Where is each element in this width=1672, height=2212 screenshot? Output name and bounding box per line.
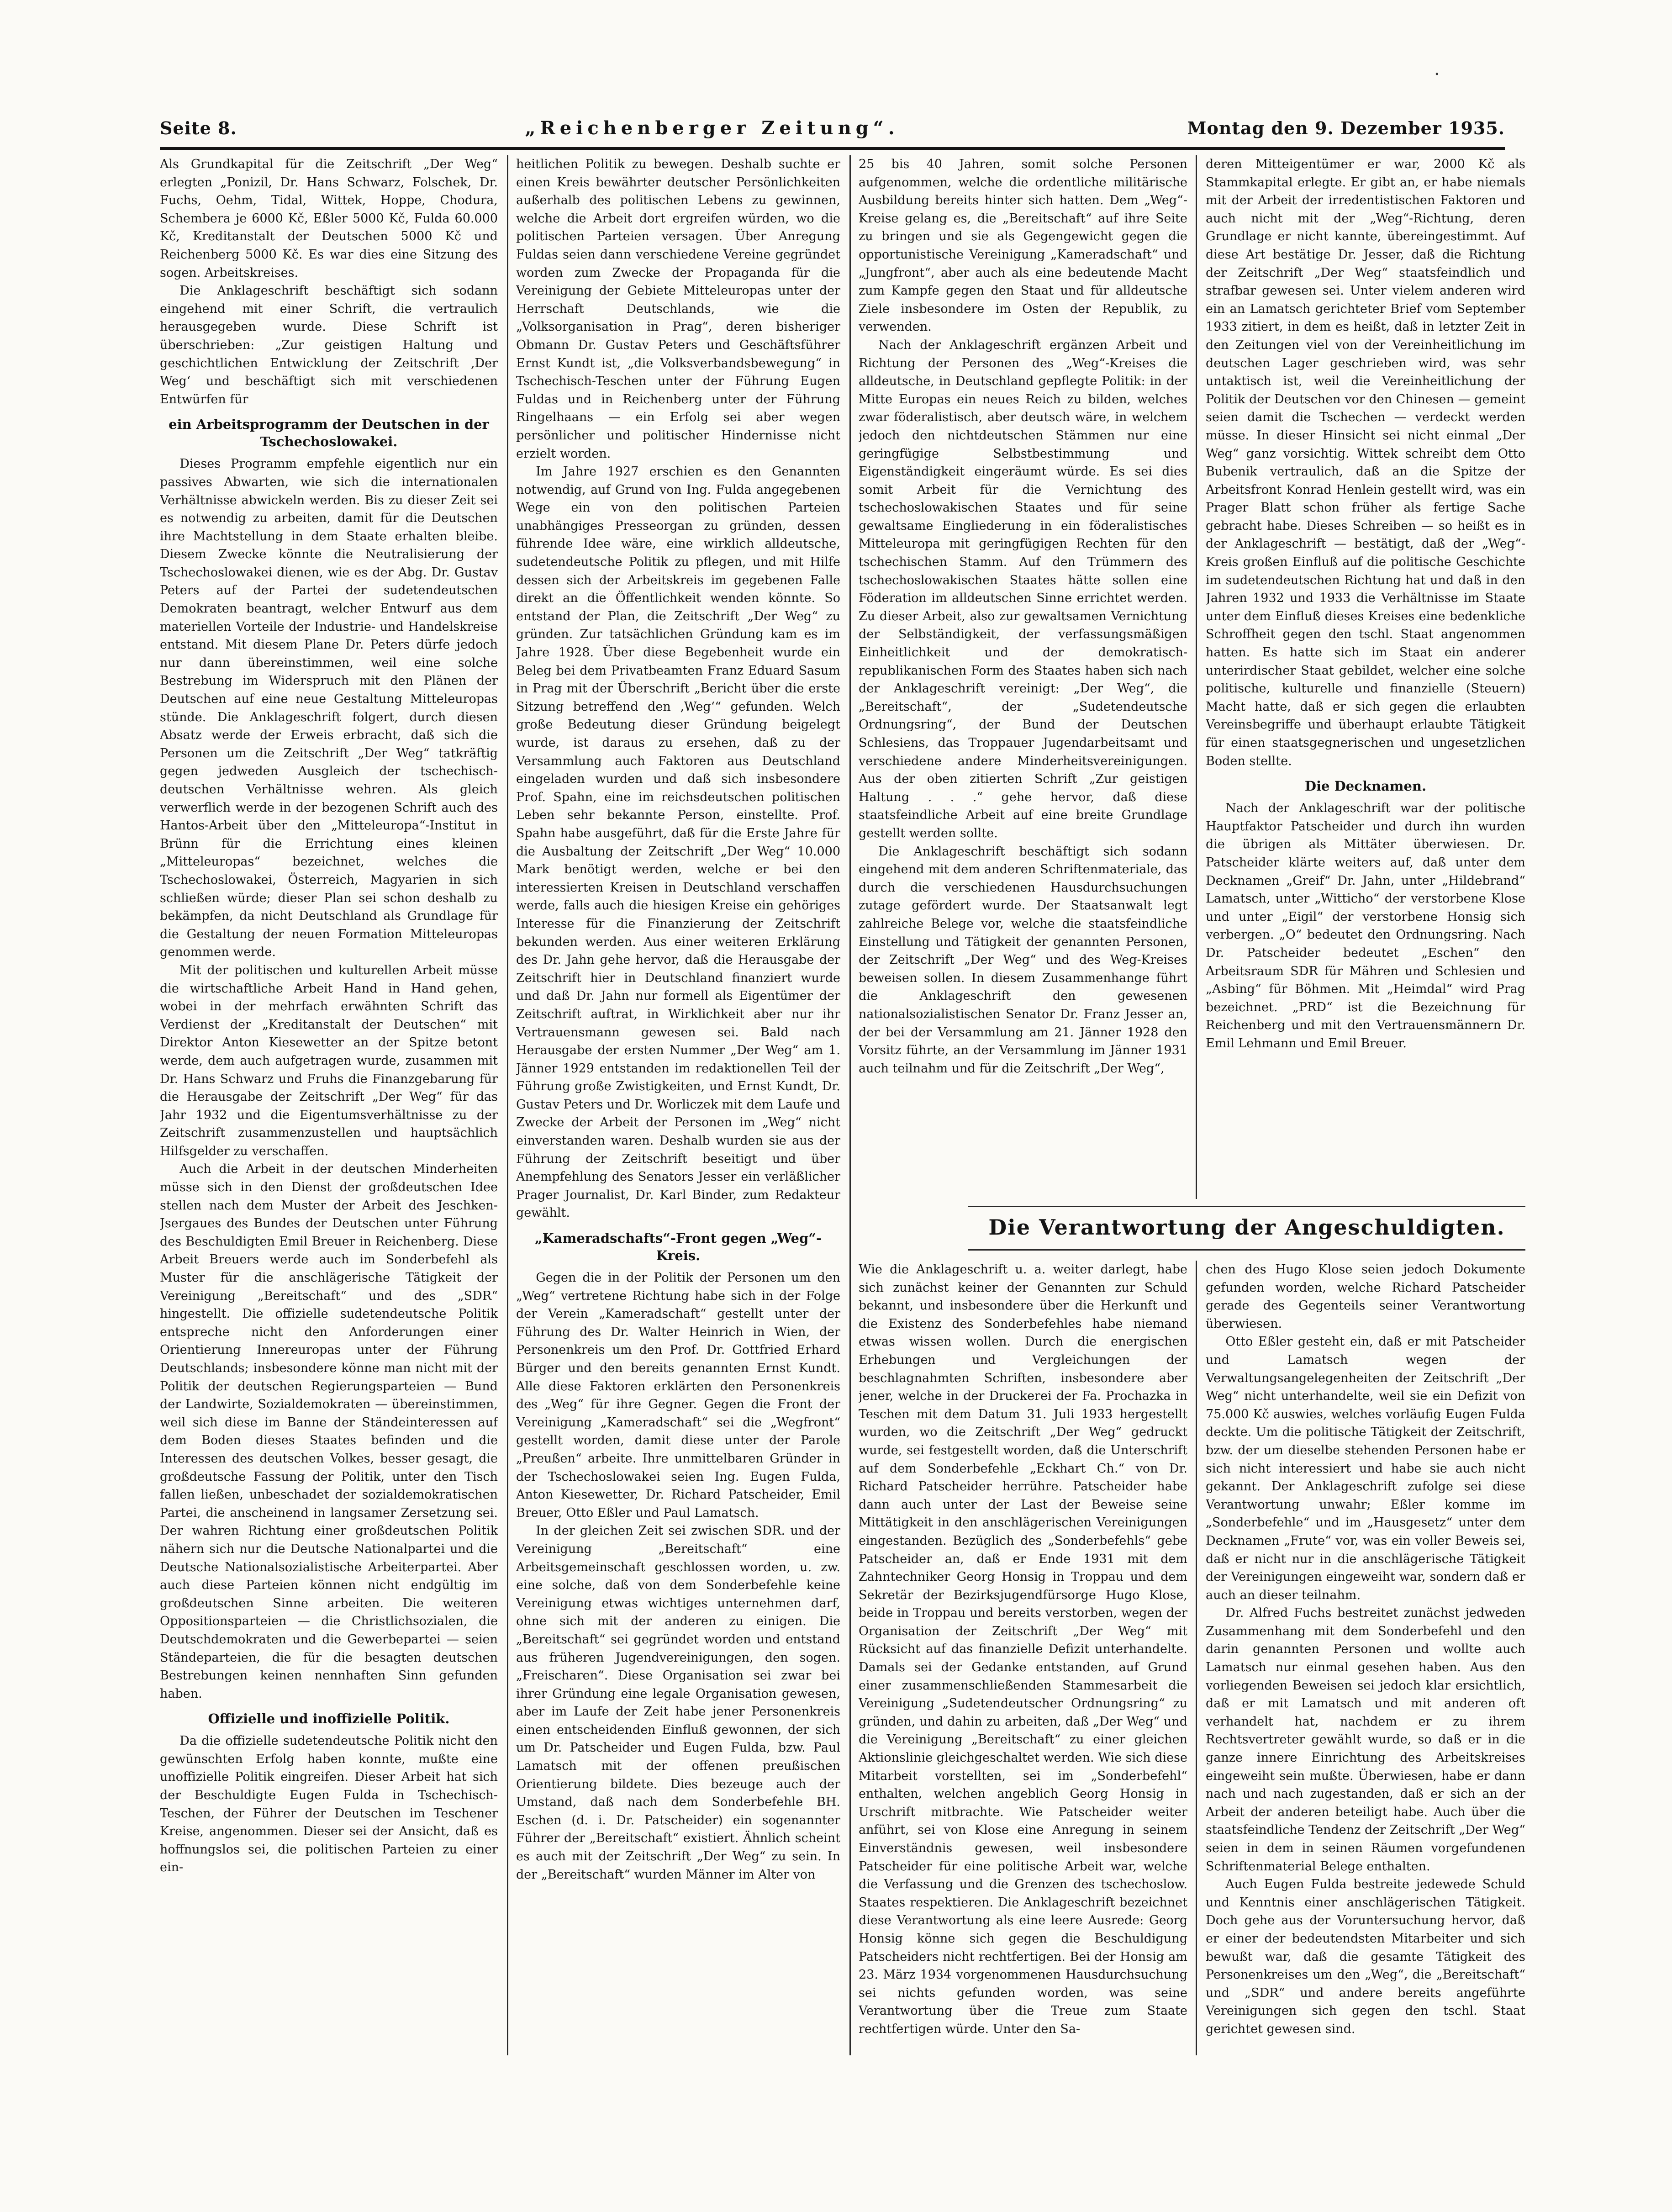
section-heading: Offizielle und inoffizielle Politik.	[208, 1711, 450, 1727]
column-2	[516, 155, 840, 2051]
article-paragraph: chen des Hugo Klose seien jedoch Dokumente gefunden worden, welche Richard Patscheider gerade des Gegenteils seiner Verantwortung überwiesen.	[1206, 1262, 1525, 1331]
page-number: Seite 8.	[160, 117, 237, 138]
column-3	[859, 155, 1187, 1197]
issue-date: Montag den 9. Dezember 1935.	[1187, 117, 1505, 138]
column-6	[1206, 1261, 1525, 2055]
article-paragraph: Die Anklageschrift beschäftigt sich sodann eingehend mit dem anderen Schriftenmateriale, das durch die verschiedenen Hausdurchsuchungen zutage gefördert wurde. Der Staatsanwalt legt zahlreiche Belege vor, welche die staatsfeindliche Einstellung und Tätigkeit der genannten Personen, der Zeitschrift „Der Weg“ und des Weg-Kreises beweisen sollen. In diesem Zusammenhange führt die Anklageschrift den gewesenen nationalsozialistischen Senator Dr. Franz Jesser an, der bei der Versammlung am 21. Jänner 1928 den Vorsitz führte, an der Versammlung im Jänner 1931 auch teilnahm und für die Zeitschrift „Der Weg“,	[859, 844, 1187, 1076]
article-paragraph: Da die offizielle sudetendeutsche Politik nicht den gewünschten Erfolg haben konnte, mußte eine unoffizielle Politik eingreifen. Dieser Arbeit hat sich der Beschuldigte Eugen Fulda in Tschechisch-Teschen, der Führer der Deutschen im Teschener Kreise, angenommen. Dieser sei der Ansicht, daß es hoffnungslos sei, die politischen Parteien zu einer ein-	[160, 1734, 498, 1875]
page-header	[160, 112, 1505, 144]
banner-rule-top	[968, 1206, 1525, 1207]
article-paragraph: Otto Eßler gesteht ein, daß er mit Patscheider und Lamatsch wegen der Verwaltungsangelegenheiten der Zeitschrift „Der Weg“ nicht unterhandelte, weil sie ein Defizit von 75.000 Kč auswies, welches vorläufig Eugen Fulda deckte. Um die politische Tätigkeit der Zeitschrift, bzw. der um dieselbe stehenden Personen habe er sich nicht interessiert und habe sie auch nicht gekannt. Der Anklageschrift zufolge sei diese Verantwortung unwahr; Eßler komme im „Sonderbefehle“ und im „Hausgesetz“ unter dem Decknamen „Frute“ vor, was ein voller Beweis sei, daß er nicht nur in die anschlägerische Tätigkeit der Vereinigungen eingeweiht war, sondern daß er auch an dieser teilnahm.	[1206, 1335, 1525, 1602]
column-4	[1206, 155, 1525, 1197]
article-paragraph: In der gleichen Zeit sei zwischen SDR. und der Vereinigung „Bereitschaft“ eine Arbeitsgemeinschaft geschlossen worden, u. zw. eine solche, daß von dem Sonderbefehle keine Vereinigung etwas wichtiges unternehmen darf, ohne sich mit der anderen zu einigen. Die „Bereitschaft“ sei gegründet worden und entstand aus früheren Jugendvereinigungen, den sogen. „Freischaren“. Diese Organisation sei zwar bei ihrer Gründung eine legale Organisation gewesen, aber im Laufe der Zeit habe jener Personenkreis einen entscheidenden Einfluß gewonnen, der sich um Dr. Patscheider und Eugen Fulda, bzw. Paul Lamatsch mit der offenen preußischen Orientierung bildete. Dies bezeuge auch der Umstand, daß nach dem Sonderbefehle BH. Eschen (d. i. Dr. Patscheider) ein sogenannter Führer der „Bereitschaft“ existiert. Ähnlich scheint es auch mit der Zeitschrift „Der Weg“ zu sein. In der „Bereitschaft“ wurden Männer im Alter von	[516, 1524, 840, 1882]
article-paragraph: Auch Eugen Fulda bestreite jedewede Schuld und Kenntnis einer anschlägerischen Tätigkeit. Doch gehe aus der Voruntersuchung hervor, daß er einer der bedeutendsten Mitarbeiter und sich bewußt war, daß die gesamte Tätigkeit des Personenkreises um den „Weg“, die „Bereitschaft“ und „SDR“ und andere bereits angeführte Vereinigungen sich gegen den tschl. Staat gerichtet gewesen sind.	[1206, 1877, 1525, 2036]
article-paragraph: Dr. Alfred Fuchs bestreitet zunächst jedweden Zusammenhang mit dem Sonderbefehl und den darin genannten Personen und wollte auch Lamatsch nur einmal gesehen haben. Aus den vorliegenden Beweisen sei jedoch klar ersichtlich, daß er mit Lamatsch und mit anderen oft verhandelt hat, nachdem er zu ihrem Rechtsvertreter gewählt wurde, so daß er in die ganze innere Einrichtung des Arbeitskreises eingeweiht sein mußte. Überwiesen, habe er dann nach und nach zugestanden, daß er sich an der Arbeit der anderen beteiligt habe. Auch über die staatsfeindliche Tendenz der Zeitschrift „Der Weg“ seien in dem in seinen Räumen vorgefundenen Schriftenmaterial Belege enthalten.	[1206, 1606, 1525, 1874]
column-rule	[1196, 155, 1197, 1199]
article-paragraph: Mit der politischen und kulturellen Arbeit müsse die wirtschaftliche Arbeit Hand in Hand gehen, wobei in der mehrfach erwähnten Schrift das Verdienst der „Kreditanstalt der Deutschen“ mit Direktor Anton Kiesewetter an der Spitze betont werde, dem auch aufgetragen wurde, zusammen mit Dr. Hans Schwarz und Fruhs die Finanzgebarung für die Herausgabe der Zeitschrift „Der Weg“ für das Jahr 1932 und die Eigentumsverhältnisse zu der Zeitschrift zusammenzustellen und hauptsächlich Hilfsgelder zu verschaffen.	[160, 963, 498, 1158]
header-rule	[160, 147, 1505, 150]
article-paragraph: Die Anklageschrift beschäftigt sich sodann eingehend mit einer Schrift, die vertraulich herausgegeben wurde. Diese Schrift ist überschrieben: „Zur geistigen Haltung und geschichtlichen Entwicklung der Zeitschrift ‚Der Weg‘ und beschäftigt sich mit verschiedenen Entwürfen für	[160, 284, 498, 407]
section-heading: ein Arbeitsprogramm der Deutschen in der Tschechoslowakei.	[169, 417, 489, 450]
article-paragraph: Im Jahre 1927 erschien es den Genannten notwendig, auf Grund von Ing. Fulda angegebenen Wege ein von den politischen Parteien unabhängiges Presseorgan zu gründen, dessen führende Idee wäre, eine wirklich alldeutsche, sudetendeutsche Politik zu pflegen, und mit Hilfe dessen sich der Arbeitskreis im gegebenen Falle direkt an die Öffentlichkeit wenden könnte. So entstand der Plan, die Zeitschrift „Der Weg“ zu gründen. Zur tatsächlichen Gründung kam es im Jahre 1928. Über diese Begebenheit wurde ein Beleg bei dem Privatbeamten Franz Eduard Sasum in Prag mit der Überschrift „Bericht über die erste Sitzung betreffend den ‚Weg‘“ gefunden. Welch große Bedeutung dieser Gründung beigelegt wurde, ist daraus zu ersehen, daß zu der Versammlung auch Faktoren aus Deutschland eingeladen wurden und daß sich insbesondere Prof. Spahn, eine im reichsdeutschen politischen Leben sehr bekannte Person, einstellte. Prof. Spahn habe ausgeführt, daß für die Erste Jahre für die Ausbaltung der Zeitschrift „Der Weg“ 10.000 Mark benötigt werden, welche er bei den interessierten Kreisen in Deutschland verschaffen werde, falls auch die hiesigen Kreise ein gehöriges Interesse für die Finanzierung der Zeitschrift bekunden werden. Aus einer weiteren Erklärung des Dr. Jahn gehe hervor, daß die Herausgabe der Zeitschrift hier in Deutschland finanziert wurde und daß Dr. Jahn nur formell als Eigentümer der Zeitschrift auftrat, in Wirklichkeit aber nur ihr Vertrauensmann gewesen sei. Bald nach Herausgabe der ersten Nummer „Der Weg“ am 1. Jänner 1929 entstanden im redaktionellen Teil der Führung große Zwistigkeiten, und Ernst Kundt, Dr. Gustav Peters und Dr. Worliczek mit dem Laufe und Zwecke der Arbeit der Personen im „Weg“ nicht einverstanden waren. Deshalb wurden sie aus der Führung der Zeitschrift beseitigt und über Anempfehlung des Senators Jesser ein verläßlicher Prager Journalist, Dr. Karl Binder, zum Redakteur gewählt.	[516, 465, 840, 1220]
column-1	[160, 155, 498, 2051]
article-paragraph: Wie die Anklageschrift u. a. weiter darlegt, habe sich zunächst keiner der Genannten zur Schuld bekannt, und insbesondere über die Herkunft und die Existenz des Sonderbefehles habe niemand etwas wissen wollen. Durch die energischen Erhebungen und Vergleichungen der beschlagnahmten Schriften, insbesondere aber jener, welche in der Druckerei der Fa. Prochazka in Teschen mit dem Datum 31. Juli 1933 hergestellt wurden, wo die Zeitschrift „Der Weg“ gedruckt wurde, sei festgestellt worden, daß die Unterschrift auf dem Sonderbefehle „Eckhart Ch.“ von Dr. Richard Patscheider herrühre. Patscheider habe dann auch unter der Last der Beweise seine Mittätigkeit in den anschlägerischen Vereinigungen eingestanden. Bezüglich des „Sonderbefehls“ gebe Patscheider an, daß er Ende 1931 mit dem Zahntechniker Georg Honsig in Troppau und dem Sekretär der Bezirksjugendfürsorge Hugo Klose, beide in Troppau und bereits verstorben, wegen der Organisation der Zeitschrift „Der Weg“ mit Rücksicht auf das finanzielle Defizit unterhandelte. Damals sei der Gedanke entstanden, auf Grund einer zusammenschließenden Stammesarbeit die Vereinigung „Sudetendeutscher Ordnungsring“ zu gründen, und dahin zu arbeiten, daß „Der Weg“ und die Vereinigung „Bereitschaft“ zu einer gleichen Aktionslinie gleichgeschaltet werden. Wie sich diese Mitarbeit vorstellten, sei im „Sonderbefehl“ enthalten, welchen angeblich Georg Honsig in Urschrift mitbrachte. Wie Patscheider weiter anführt, sei von Klose eine Anregung in seinem Einverständnis gewesen, weil insbesondere Patscheider für eine politische Arbeit war, welche die Verfassung und die Grenzen des tschechoslow. Staates respektieren. Die Anklageschrift bezeichnet diese Verantwortung als eine leere Ausrede: Georg Honsig könne sich gegen die Beschuldigung Patscheiders nicht rechtfertigen. Bei der Honsig am 23. März 1934 vorgenommenen Hausdurchsuchung sei nichts gefunden worden, was seine Verantwortung über die Treue zum Staate rechtfertigen würde. Unter den Sa-	[859, 1262, 1187, 2036]
section-heading: „Kameradschafts“-Front gegen „Weg“-Kreis.	[535, 1230, 822, 1264]
article-paragraph: Gegen die in der Politik der Personen um den „Weg“ vertretene Richtung habe sich in der Folge der Verein „Kameradschaft“ gestellt unter der Führung des Dr. Walter Heinrich in Wien, der Personenkreis um den Prof. Dr. Gottfried Erhard Bürger und den bereits genannten Ernst Kundt. Alle diese Faktoren erklärten den Personenkreis des „Weg“ für ihre Gegner. Gegen die Front der Vereinigung „Kameradschaft“ sei die „Wegfront“ gestellt worden, damit diese unter der Parole „Preußen“ arbeite. Ihre unmittelbaren Gründer in der Tschechoslowakei seien Ing. Eugen Fulda, Anton Kiesewetter, Dr. Richard Patscheider, Emil Breuer, Otto Eßler und Paul Lamatsch.	[516, 1271, 840, 1520]
column-5	[859, 1261, 1187, 2055]
margin-dot: ·	[1434, 64, 1440, 85]
column-rule	[849, 155, 851, 2055]
article-paragraph: 25 bis 40 Jahren, somit solche Personen aufgenommen, welche die ordentliche militärische Ausbildung bereits hinter sich hatten. Dem „Weg“-Kreise gelang es, die „Bereitschaft“ auf ihre Seite zu bringen und sie als Gegengewicht gegen die opportunistische Vereinigung „Kameradschaft“ und „Jungfront“, aber auch als eine bedeutende Macht zum Kampfe gegen den Staat und für alldeutsche Ziele insbesondere im Osten der Republik, zu verwenden.	[859, 157, 1187, 334]
newspaper-title: „Reichenberger Zeitung“.	[525, 117, 899, 139]
banner-rule-bottom	[968, 1249, 1525, 1251]
section-banner: Die Verantwortung der Angeschuldigten.	[988, 1215, 1505, 1240]
article-paragraph: Nach der Anklageschrift war der politische Hauptfaktor Patscheider und durch ihn wurden die übrigen als Mittäter überwiesen. Dr. Patscheider klärte weiters auf, daß unter dem Decknamen „Greif“ Dr. Jahn, unter „Hildebrand“ Lamatsch, unter „Witticho“ der verstorbene Klose und unter „Eigil“ der verstorbene Honsig sich verbergen. „O“ bedeutet den Ordnungsring. Nach Dr. Patscheider bedeutet „Eschen“ den Arbeitsraum SDR für Mähren und Schlesien und „Asbing“ für Böhmen. Mit „Heimdal“ wird Prag bezeichnet. „PRD“ ist die Bezeichnung für Reichenberg und mit den Vertrauensmännern Dr. Emil Lehmann und Emil Breuer.	[1206, 801, 1525, 1051]
article-paragraph: heitlichen Politik zu bewegen. Deshalb suchte er einen Kreis bewährter deutscher Persönlichkeiten außerhalb des politischen Lebens zu gewinnen, welche die Arbeit dort ergreifen würden, wo die politischen Parteien versagen. Über Anregung Fuldas seien dann verschiedene Vereine gegründet worden zum Zwecke der Propaganda für die Vereinigung der Gebiete Mitteleuropas unter der Herrschaft Deutschlands, wie die „Volksorganisation in Prag“, deren bisheriger Obmann Dr. Gustav Peters und Geschäftsführer Ernst Kundt ist, „die Volksverbandsbewegung“ in Tschechisch-Teschen unter der Führung Eugen Fuldas und in Reichenberg unter der Führung Ringelhaans — ein Erfolg sei aber wegen persönlicher und politischer Hindernisse nicht erzielt worden.	[516, 157, 840, 461]
article-paragraph: Auch die Arbeit in der deutschen Minderheiten müsse sich in den Dienst der großdeutschen Idee stellen nach dem Muster der Arbeit des Jeschken-Jsergaues des Bundes der Deutschen unter Führung des Beschuldigten Emil Breuer in Reichenberg. Diese Arbeit Breuers werde auch im Sonderbefehl als Muster für die anschlägerische Tätigkeit der Vereinigung „Bereitschaft“ und des „SDR“ hingestellt. Die offizielle sudetendeutsche Politik entspreche nicht den Anforderungen einer Orientierung Innereuropas unter der Führung Deutschlands; insbesondere könne man nicht mit der Politik der deutschen Regierungsparteien — Bund der Landwirte, Sozialdemokraten — übereinstimmen, weil sich diese im Banne der Ständeinteressen auf dem Boden dieses Staates befinden und die Interessen des deutschen Volkes, besser gesagt, die großdeutsche Fassung der Politik, unter den Tisch fallen ließen, unbeschadet der sozialdemokratischen Partei, die anscheinend in langsamer Zersetzung sei. Der wahren Richtung einer großdeutschen Politik nähern sich nur die Deutsche Nationalpartei und die Deutsche Nationalsozialistische Arbeiterpartei. Aber auch diese Parteien können nicht endgültig im großdeutschen Sinne arbeiten. Die weiteren Oppositionsparteien — die Christlichsozialen, die Deutschdemokraten und die Gewerbepartei — seien Ständeparteien, die für die besagten deutschen Bestrebungen keinen nennhaften Sinn gefunden haben.	[160, 1162, 498, 1701]
column-rule	[1196, 1261, 1197, 2055]
section-heading: Die Decknamen.	[1304, 778, 1427, 794]
article-paragraph: Als Grundkapital für die Zeitschrift „Der Weg“ erlegten „Ponizil, Dr. Hans Schwarz, Folschek, Dr. Fuchs, Oehm, Tidal, Wittek, Hoppe, Chodura, Schembera je 6000 Kč, Eßler 5000 Kč, Fulda 60.000 Kč, Kreditanstalt der Deutschen 5000 Kč und Reichenberg 5000 Kč. Es war dies eine Sitzung des sogen. Arbeitskreises.	[160, 157, 498, 280]
column-rule	[507, 155, 508, 2055]
article-paragraph: Nach der Anklageschrift ergänzen Arbeit und Richtung der Personen des „Weg“-Kreises die alldeutsche, in Deutschland gepflegte Politik: in der Mitte Europas ein neues Reich zu bilden, welches zwar föderalistisch, aber deutsch wäre, in welchem jedoch den nichtdeutschen Stämmen nur eine geringfügige Selbstbestimmung und Eigenständigkeit eingeräumt würde. Es sei dies somit Arbeit für die Vernichtung des tschechoslowakischen Staates und für seine gewaltsame Eingliederung in ein föderalistisches Mitteleuropa mit geringfügigen Rechten für den tschechischen Stamm. Auf den Trümmern des tschechoslowakischen Staates hätte sollen eine Föderation im alldeutschen Sinne errichtet werden. Zu dieser Arbeit, also zur gewaltsamen Vernichtung der Selbständigkeit, der verfassungsmäßigen Einheitlichkeit und der demokratisch-republikanischen Form des Staates haben sich nach der Anklageschrift vereinigt: „Der Weg“, die „Bereitschaft“, der „Sudetendeutsche Ordnungsring“, der Bund der Deutschen Schlesiens, das Troppauer Jugendarbeitsamt und verschiedene andere Minderheitsvereinigungen. Aus der oben zitierten Schrift „Zur geistigen Haltung . . .“ gehe hervor, daß diese staatsfeindliche Arbeit auf eine breite Grundlage gestellt werden sollte.	[859, 338, 1187, 840]
article-paragraph: deren Mitteigentümer er war, 2000 Kč als Stammkapital erlegte. Er gibt an, er habe niemals mit der Arbeit der irredentistischen Faktoren und auch nicht mit der „Weg“-Richtung, deren Grundlage er nicht kannte, übereingestimmt. Auf diese Art bestätige Dr. Jesser, daß die Richtung der Zeitschrift „Der Weg“ staatsfeindlich und strafbar gewesen sei. Unter vielem anderen wird ein an Lamatsch gerichteter Brief vom September 1933 zitiert, in dem es heißt, daß in letzter Zeit in den Zeitungen viel von der Vereinheitlichung im deutschen Lager geschrieben wird, was sehr untaktisch ist, weil die Vereinheitlichung der Politik der Deutschen vor den Chinesen — gemeint seien damit die Tschechen — verdeckt werden müsse. In dieser Hinsicht sei nicht einmal „Der Weg“ ganz vorsichtig. Wittek schreibt dem Otto Bubenik vertraulich, daß an die Spitze der Arbeitsfront Konrad Henlein gestellt wird, was ein Prager Blatt schon früher als fertige Sache gebracht habe. Dieses Schreiben — so heißt es in der Anklageschrift — bestätigt, daß der „Weg“-Kreis großen Einfluß auf die politische Geschichte im sudetendeutschen Richtung hat und daß in den Jahren 1932 und 1933 die Verhältnisse im Staate unter dem Einfluß dieses Kreises eine bedenkliche Schroffheit gegen den tschl. Staat angenommen hatten. Es hatte sich im Staat ein anderer unterirdischer Staat gebildet, welcher eine solche politische, kulturelle und finanzielle (Steuern) Macht hatte, daß er sich gegen die erlaubten Vereinsbegriffe und überhaupt erlaubte Tätigkeit für einen staatsgegnerischen und ungesetzlichen Boden stellte.	[1206, 157, 1525, 768]
article-paragraph: Dieses Programm empfehle eigentlich nur ein passives Abwarten, wie sich die internationalen Verhältnisse abwickeln werden. Bis zu dieser Zeit sei es notwendig zu arbeiten, damit für die Deutschen ihre Machtstellung in dem Staate erhalten bleibe. Diesem Zwecke könnte die Neutralisierung der Tschechoslowakei dienen, wie es der Abg. Dr. Gustav Peters auf der Partei der sudetendeutschen Demokraten beantragt, welcher Entwurf aus dem materiellen Vorteile der Industrie- und Handelskreise entstand. Mit diesem Plane Dr. Peters dürfe jedoch nur dann übereinstimmen, weil eine solche Bestrebung im Widerspruch mit den Plänen der Deutschen auf eine neue Gestaltung Mitteleuropas stünde. Die Anklageschrift folgert, durch diesen Absatz werde der Erweis erbracht, daß sich die Personen um die Zeitschrift „Der Weg“ tatkräftig gegen jedweden Ausgleich der tschechisch-deutschen Verhältnisse wehren. Als gleich verwerflich werde in der bezogenen Schrift auch des Hantos-Arbeit über den „Mitteleuropa“-Institut in Brünn für die Errichtung eines kleinen „Mitteleuropas“ bezeichnet, welches die Tschechoslowakei, Österreich, Magyarien in sich schließen würde; dieser Plan sei schon deshalb zu bekämpfen, da nicht Deutschland als Grundlage für die Gestaltung der neuen Formation Mitteleuropas genommen werde.	[160, 457, 498, 960]
